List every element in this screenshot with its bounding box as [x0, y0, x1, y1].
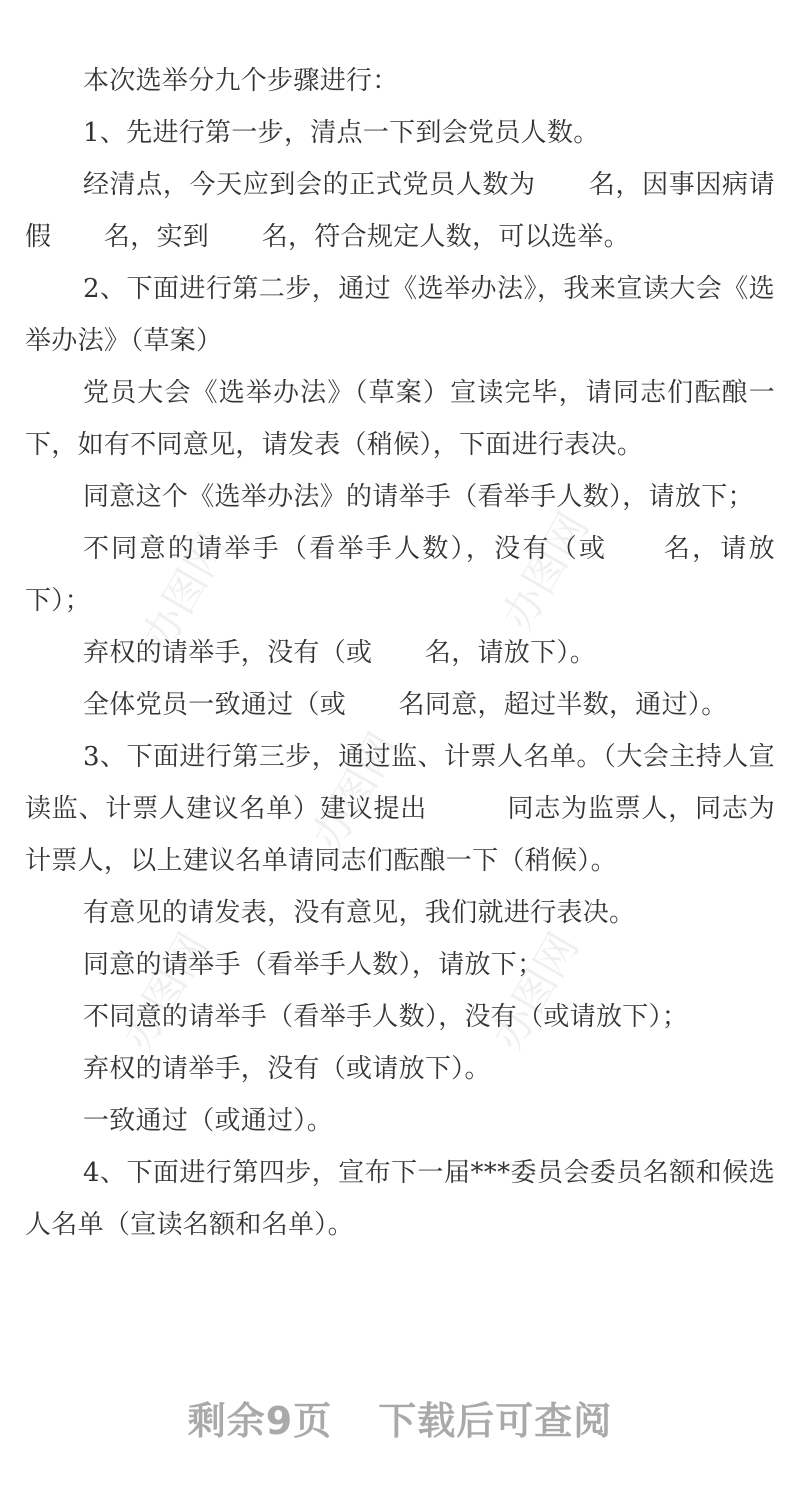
paragraph: 同意这个《选举办法》的请举手（看举手人数），请放下； [83, 482, 754, 512]
watermark-text: 办图网 [112, 924, 218, 1059]
paragraph: 同意的请举手（看举手人数），请放下； [83, 950, 544, 980]
watermark-text: 办图网 [492, 504, 598, 639]
paragraph: 经清点，今天应到会的正式党员人数为 名，因事因病请假 名，实到 名，符合规定人数，可以选举。 [25, 170, 775, 252]
remaining-pages-label: 剩余9页 [187, 1399, 333, 1443]
paragraph: 全体党员一致通过（或 名同意，超过半数，通过）。 [83, 690, 728, 720]
download-hint-label: 下载后可查阅 [378, 1399, 613, 1443]
watermark-text: 办图网 [132, 524, 238, 659]
paragraph: 不同意的请举手（看举手人数），没有（或 名，请放下）； [25, 534, 775, 616]
paragraph: 弃权的请举手，没有（或 名，请放下）。 [83, 638, 597, 668]
paragraph: 不同意的请举手（看举手人数），没有（或请放下）； [83, 1002, 689, 1032]
paragraph: 1、先进行第一步，清点一下到会党员人数。 [83, 118, 600, 148]
paragraph: 本次选举分九个步骤进行： [83, 66, 399, 96]
watermark-text: 办图网 [482, 924, 588, 1059]
paragraph: 2、下面进行第二步，通过《选举办法》，我来宣读大会《选举办法》（草案） [25, 274, 775, 356]
document-body [25, 55, 775, 1251]
download-banner[interactable] [0, 1390, 800, 1445]
paragraph: 有意见的请发表，没有意见，我们就进行表决。 [83, 898, 636, 928]
watermark-text: 办图网 [302, 724, 408, 859]
paragraph: 3、下面进行第三步，通过监、计票人名单。（大会主持人宣读监、计票人建议名单）建议提出 同志为监票人，同志为计票人，以上建议名单请同志们酝酿一下（稍候）。 [25, 742, 775, 876]
paragraph: 4、下面进行第四步，宣布下一届***委员会委员名额和候选人名单（宣读名额和名单）。 [25, 1158, 775, 1240]
paragraph: 弃权的请举手，没有（或请放下）。 [83, 1054, 491, 1084]
paragraph: 一致通过（或通过）。 [83, 1106, 334, 1136]
paragraph: 党员大会《选举办法》（草案）宣读完毕，请同志们酝酿一下，如有不同意见，请发表（稍候），下面进行表决。 [25, 378, 775, 460]
